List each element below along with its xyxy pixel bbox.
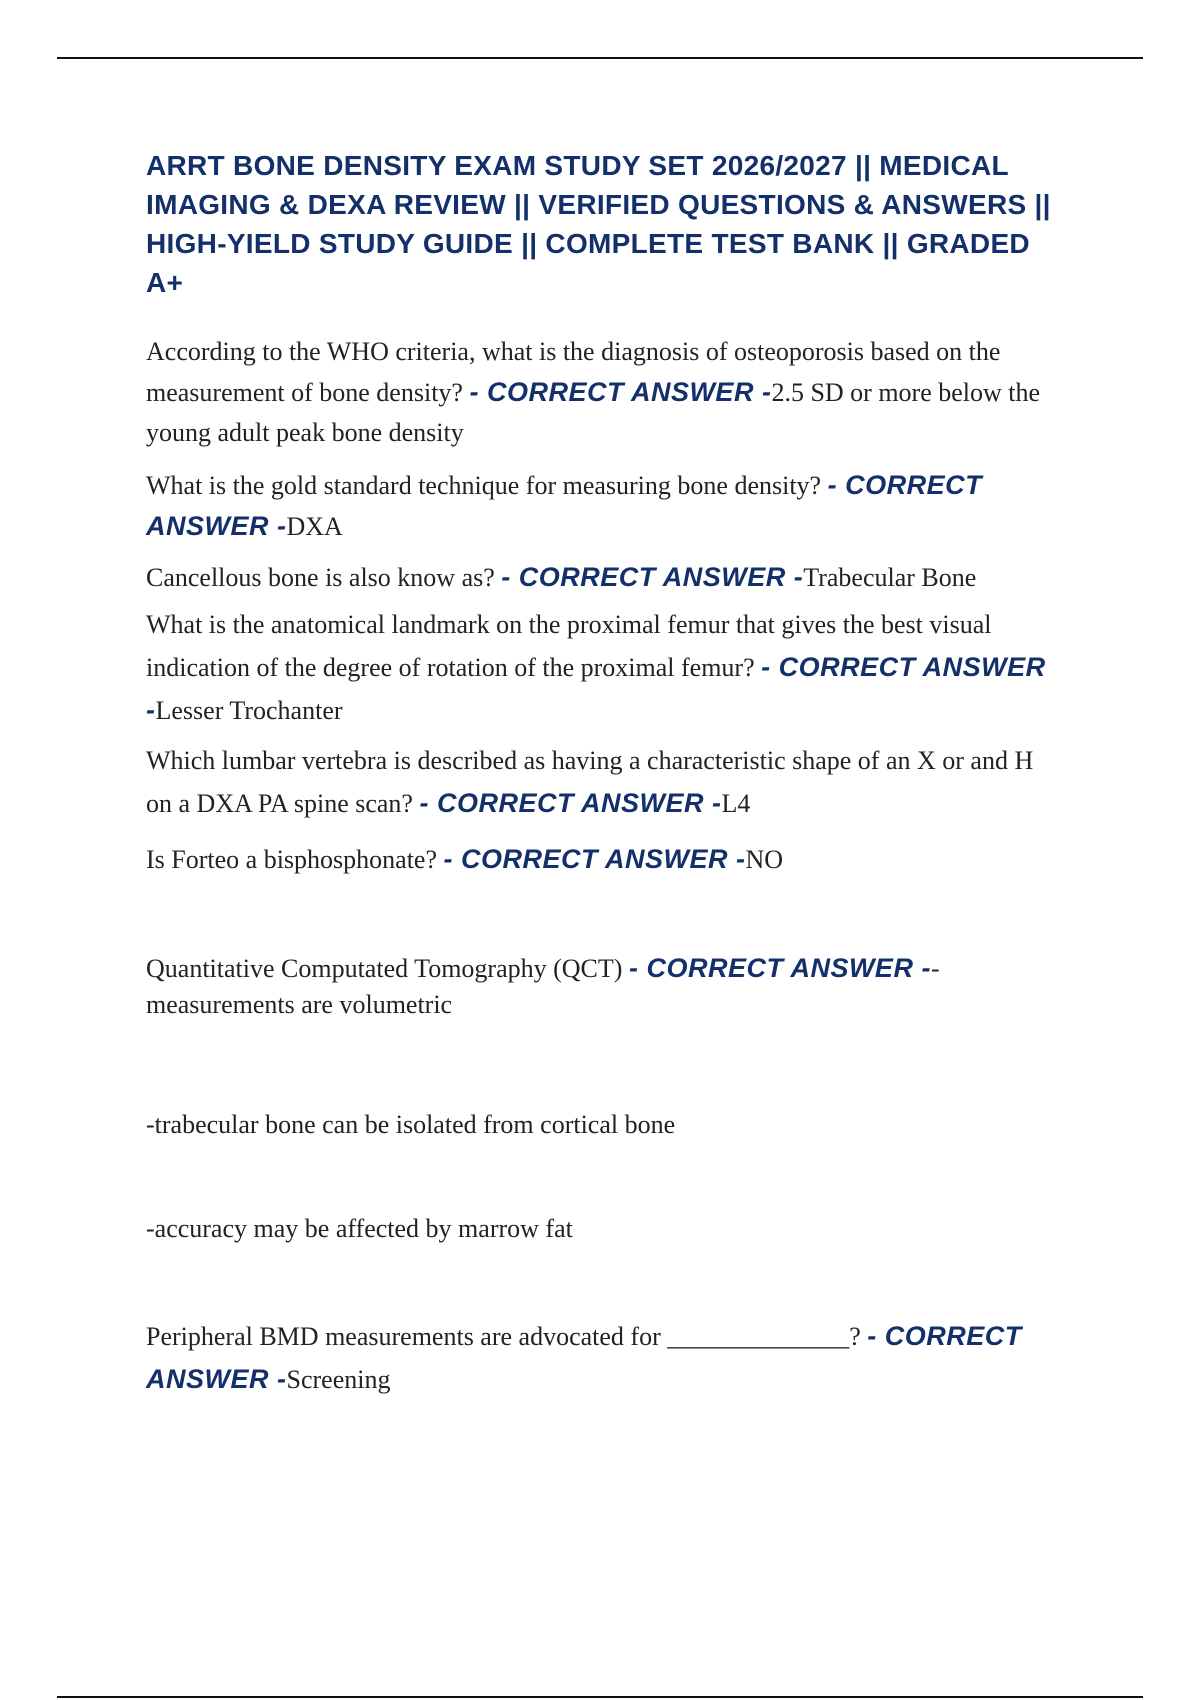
question-text: Quantitative Computated Tomography (QCT) [146, 954, 623, 983]
correct-answer-marker: - CORRECT ANSWER - [469, 377, 772, 407]
question-text: Which lumbar vertebra is described as having a characteristic shape of an X or and H on a DXA PA spine scan? [146, 746, 1034, 818]
qa-item-8 [146, 1315, 1061, 1401]
correct-answer-marker: - CORRECT ANSWER - [419, 788, 722, 818]
qa-item-2 [146, 465, 1061, 547]
answer-text: -measurements are volumetric [146, 954, 940, 1019]
qa-item-1 [146, 332, 1061, 453]
qa-item-4 [146, 604, 1061, 732]
question-text: Cancellous bone is also know as? [146, 563, 495, 592]
answer-text: DXA [286, 512, 343, 541]
correct-answer-marker: - CORRECT ANSWER - [501, 562, 804, 592]
correct-answer-marker: - CORRECT ANSWER - [443, 844, 746, 874]
answer-text: Trabecular Bone [803, 563, 977, 592]
answer-detail-line: -accuracy may be affected by marrow fat [146, 1214, 573, 1243]
question-text: What is the anatomical landmark on the proximal femur that gives the best visual indication of the degree of rotation of the proximal femur? [146, 610, 992, 682]
question-text: According to the WHO criteria, what is the diagnosis of osteoporosis based on the measurement of bone density? [146, 337, 1001, 407]
document-body [146, 146, 1061, 1401]
correct-answer-marker: - CORRECT ANSWER - [146, 1321, 1022, 1394]
answer-text: NO [745, 845, 784, 874]
qa-item-3 [146, 559, 1061, 596]
answer-text: Lesser Trochanter [155, 696, 343, 725]
question-text: Peripheral BMD measurements are advocated for ______________? [146, 1322, 861, 1351]
correct-answer-marker: - CORRECT ANSWER - [628, 953, 931, 983]
correct-answer-marker: - CORRECT ANSWER - [146, 470, 983, 541]
qa-item-7 [146, 950, 1061, 1023]
question-text: What is the gold standard technique for measuring bone density? [146, 471, 822, 500]
question-text: Is Forteo a bisphosphonate? [146, 845, 438, 874]
answer-text: Screening [286, 1365, 391, 1394]
top-rule [57, 57, 1143, 59]
qa-item-6 [146, 839, 1061, 880]
correct-answer-marker: - CORRECT ANSWER - [146, 652, 1046, 725]
answer-detail-line: -trabecular bone can be isolated from cortical bone [146, 1110, 676, 1139]
answer-text: L4 [721, 789, 751, 818]
document-title: ARRT BONE DENSITY EXAM STUDY SET 2026/2027 || MEDICAL IMAGING & DEXA REVIEW || VERIFIED QUESTIONS & ANSWERS || HIGH-YIELD STUDY GUIDE || COMPLETE TEST BANK || GRADED A+ [146, 150, 1051, 298]
bottom-rule [57, 1696, 1143, 1698]
qa-item-5 [146, 740, 1061, 825]
answer-text: 2.5 SD or more below the young adult peak bone density [146, 378, 1041, 447]
